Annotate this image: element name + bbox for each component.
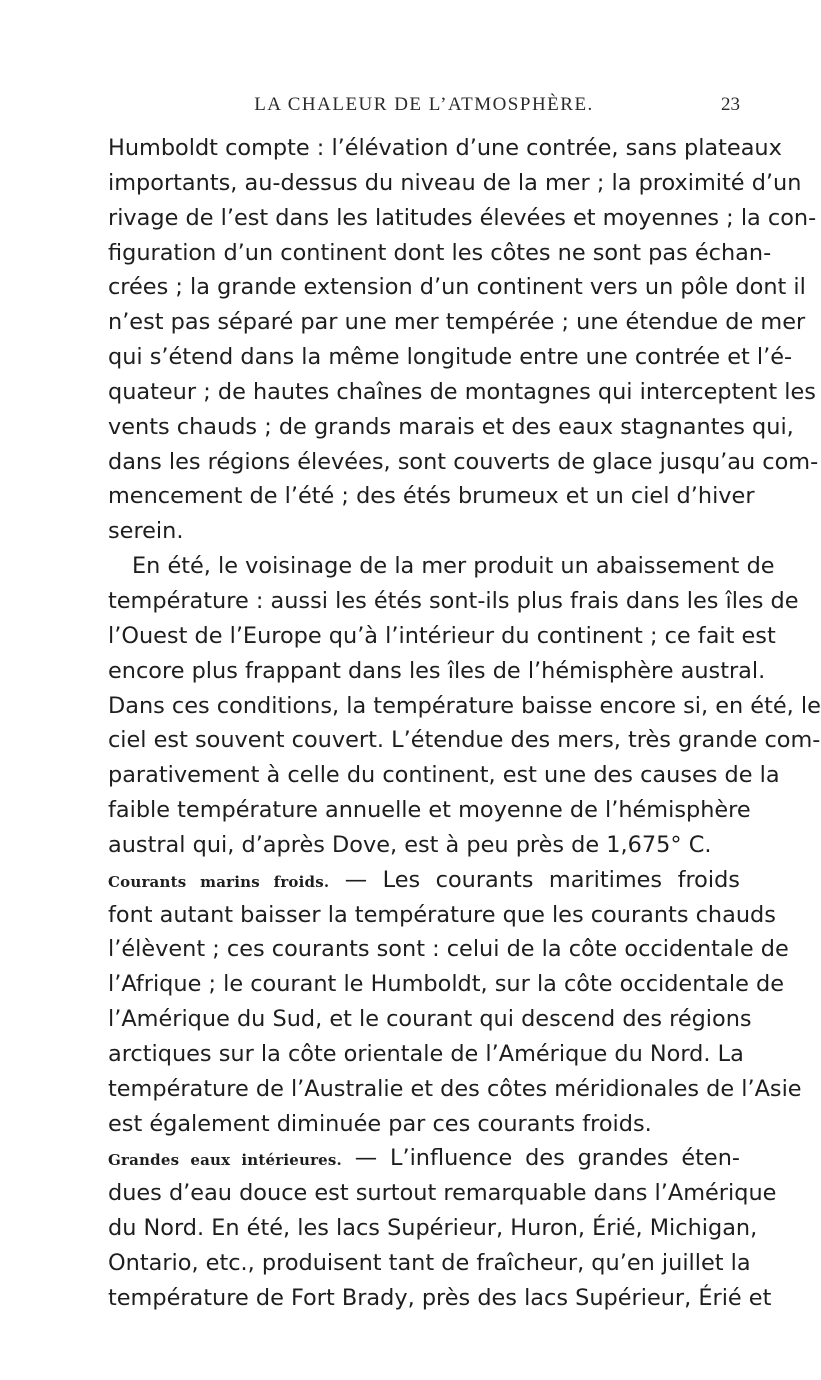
text-line-run: Les courants maritimes froids [382,866,740,893]
text-line: quateur ; de hautes chaînes de montagnes qui interceptent les [108,378,816,405]
text-line: température de Fort Brady, près des lacs Supérieur, Érié et [108,1284,772,1311]
text-line: qui s’étend dans la même longitude entre une contrée et l’é- [108,344,793,371]
text-line: température : aussi les étés sont-ils plus frais dans les îles de [108,587,799,614]
side-heading: Courants marins froids. [108,872,330,891]
text-line: ciel est souvent couvert. L’étendue des mers, très grande com- [108,727,821,754]
em-dash: — [329,866,383,893]
text-line: n’est pas séparé par une mer tempérée ; une étendue de mer [108,309,806,336]
text-line: arctiques sur la côte orientale de l’Amérique du Nord. La [108,1040,744,1067]
page-number: 23 [721,94,740,115]
text-line: crées ; la grande extension d’un continent vers un pôle dont il [108,274,806,301]
text-line: faible température annuelle et moyenne de l’hémisphère [108,797,751,824]
text-line: rivage de l’est dans les latitudes élevées et moyennes ; la con- [108,204,817,231]
text-line: mencement de l’été ; des étés brumeux et un ciel d’hiver [108,483,755,510]
text-line: du Nord. En été, les lacs Supérieur, Huron, Érié, Michigan, [108,1215,758,1242]
running-title: LA CHALEUR DE L’ATMOSPHÈRE. [254,94,594,115]
text-line: serein. [108,518,184,545]
text-line: font autant baisser la température que les courants chauds [108,901,776,928]
em-dash: — [341,1145,390,1172]
text-line: l’Afrique ; le courant le Humboldt, sur la côte occidentale de [108,971,785,998]
text-line: Dans ces conditions, la température baisse encore si, en été, le [108,692,821,719]
text-line: l’élèvent ; ces courants sont : celui de la côte occidentale de [108,936,789,963]
text-line: parativement à celle du continent, est une des causes de la [108,762,780,789]
side-heading: Grandes eaux intérieures. [108,1151,342,1170]
text-line: Humboldt compte : l’élévation d’une contrée, sans plateaux [108,135,782,161]
page-header [108,94,740,122]
paragraph-with-side-heading [108,1141,740,1176]
text-line: austral qui, d’après Dove, est à peu près de 1,675° C. [108,831,712,858]
text-line: dans les régions élevées, sont couverts de glace jusqu’au com- [108,448,819,475]
text-line-run: L’influence des grandes éten- [389,1145,740,1172]
body-text [108,131,821,1316]
text-line: l’Ouest de l’Europe qu’à l’intérieur du continent ; ce fait est [108,622,776,649]
text-line: importants, au-dessus du niveau de la mer ; la proximité d’un [108,169,802,196]
text-line: encore plus frappant dans les îles de l’hémisphère austral. [108,657,766,684]
text-line: Ontario, etc., produisent tant de fraîcheur, qu’en juillet la [108,1250,751,1276]
text-line: figuration d’un continent dont les côtes ne sont pas échan- [108,239,772,266]
text-line: température de l’Australie et des côtes méridionales de l’Asie [108,1075,802,1102]
text-line: vents chauds ; de grands marais et des eaux stagnantes qui, [108,413,794,440]
text-line: est également diminuée par ces courants froids. [108,1110,652,1137]
text-line: l’Amérique du Sud, et le courant qui descend des régions [108,1006,752,1033]
paragraph-with-side-heading [108,863,740,898]
text-line: dues d’eau douce est surtout remarquable dans l’Amérique [108,1180,777,1207]
text-line: En été, le voisinage de la mer produit un abaissement de [132,553,775,580]
